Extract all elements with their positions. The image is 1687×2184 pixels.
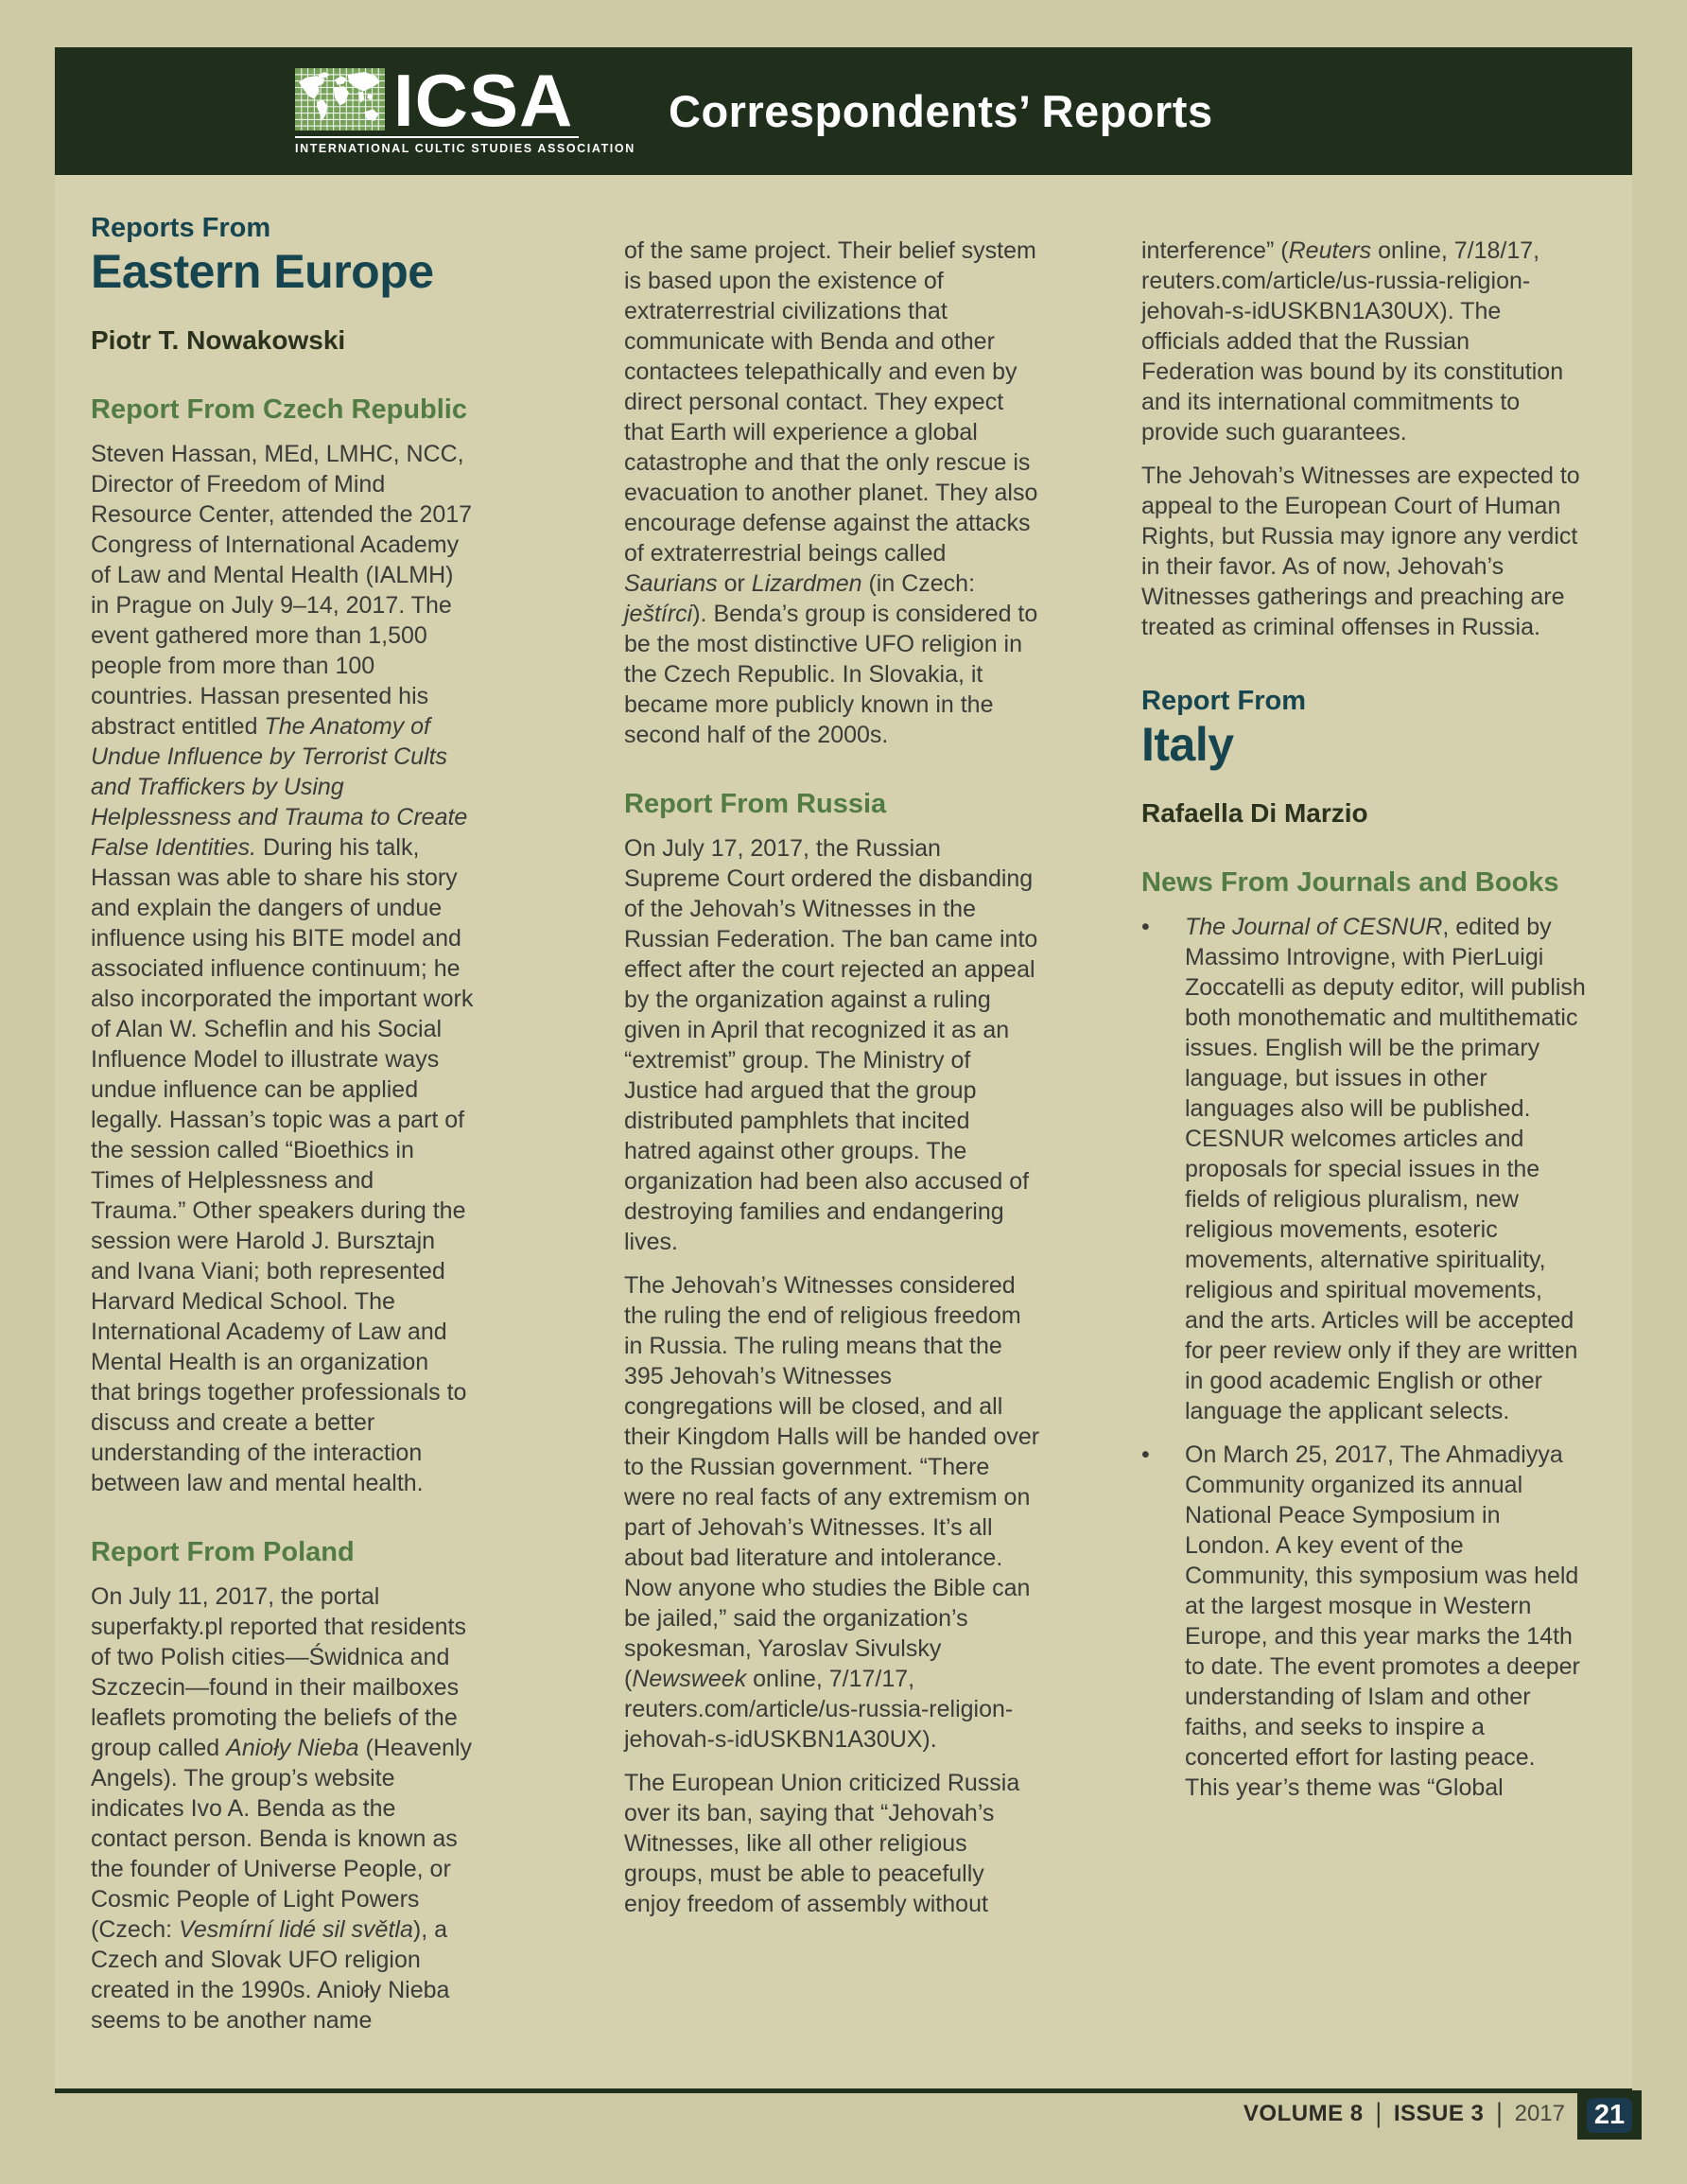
- footer-separator: |: [1496, 2098, 1503, 2129]
- year-label: 2017: [1514, 2101, 1565, 2126]
- page: [55, 47, 1632, 2130]
- section-eyebrow: Reports From: [91, 213, 271, 243]
- paragraph: The Jehovah’s Witnesses considered the ruling the end of religious freedom in Russia. The ruling means that the 395 Jehovah’s Witnesses congregations will be closed, and all their Kingdom Halls will be handed over to the Russian government. “There were no real facts of any extremism on part of Jehovah’s Witnesses. It’s all about bad literature and intolerance. Now anyone who studies the Bible can be jailed,” said the organization’s spokesman, Yaroslav Sivulsky (Newsweek online, 7/17/17, reuters.com/article/us-russia-religion-jehovah-s-idUSKBN1A30UX).: [624, 1272, 1040, 1753]
- icsa-logo-top: [295, 58, 579, 142]
- bullet-item: [1141, 1440, 1586, 1803]
- section-heading: Report From Russia: [624, 789, 887, 819]
- report-header: [55, 47, 1632, 175]
- paragraph: The European Union criticized Russia over its ban, saying that “Jehovah’s Witnesses, like all other religious groups, must be able to peacefully enjoy freedom of assembly without: [624, 1770, 1020, 1917]
- region-title: Eastern Europe: [91, 245, 434, 298]
- paragraph: On July 17, 2017, the Russian Supreme Court ordered the disbanding of the Jehovah’s Witnesses in the Russian Federation. The ban came into effect after the court rejected an appeal by the organization against a ruling given in April that recognized it as an “extremist” group. The Ministry of Justice had argued that the group distributed pamphlets that incited hatred against other groups. The organization had been also accused of destroying families and endangering lives.: [624, 835, 1038, 1255]
- section-heading: News From Journals and Books: [1141, 867, 1559, 898]
- bullet-item: [1141, 912, 1586, 1426]
- text-column: [1141, 175, 1586, 2088]
- text-column: [91, 175, 474, 2088]
- globe-grid-icon: [295, 68, 385, 131]
- paragraph: The Jehovah’s Witnesses are expected to appeal to the European Court of Human Rights, but Russia may ignore any verdict in their favor. As of now, Jehovah’s Witnesses gatherings and preaching are treated as criminal offenses in Russia.: [1141, 463, 1580, 640]
- logo-subtitle: INTERNATIONAL CULTIC STUDIES ASSOCIATION: [295, 136, 579, 155]
- paragraph: On July 11, 2017, the portal superfakty.pl reported that residents of two Polish cities—Świdnica and Szczecin—found in their mailboxes leaflets promoting the beliefs of the group called Anioły Nieba (Heavenly Angels). The group’s website indicates Ivo A. Benda as the contact person. Benda is known as the founder of Universe People, or Cosmic People of Light Powers (Czech: Vesmírní lidé sil světla), a Czech and Slovak UFO religion created in the 1990s. Anioły Nieba seems to be another name: [91, 1583, 473, 2034]
- logo-acronym: ICSA: [393, 58, 574, 142]
- bullet-icon: •: [1141, 914, 1150, 940]
- icsa-logo: [295, 58, 635, 155]
- page-title: Correspondents’ Reports: [669, 86, 1213, 136]
- text-column: [624, 175, 1040, 2088]
- bullet-text: The Journal of CESNUR, edited by Massimo Introvigne, with PierLuigi Zoccatelli as deputy editor, will publish both monothematic and multithematic issues. English will be the primary language, but issues in other languages also will be published. CESNUR welcomes articles and proposals for special issues in the fields of religious pluralism, new religious movements, esoteric movements, alternative spirituality, religious and spiritual movements, and the arts. Articles will be accepted for peer review only if they are written in good academic English or other language the applicant selects.: [1185, 914, 1586, 1424]
- page-footer: [1244, 2090, 1565, 2138]
- region-title: Italy: [1141, 718, 1234, 771]
- section-heading: Report From Poland: [91, 1537, 355, 1567]
- author-name: Piotr T. Nowakowski: [91, 325, 346, 355]
- paragraph: of the same project. Their belief system is based upon the existence of extraterrestrial civilizations that communicate with Benda and other contactees telepathically and even by direct personal contact. They expect that Earth will experience a global catastrophe and that the only rescue is evacuation to another planet. They also encourage defense against the attacks of extraterrestrial beings called Saurians or Lizardmen (in Czech: ještírci). Benda’s group is considered to be the most distinctive UFO religion in the Czech Republic. In Slovakia, it became more publicly known in the second half of the 2000s.: [624, 237, 1038, 748]
- footer-separator: |: [1375, 2098, 1382, 2129]
- volume-label: VOLUME 8: [1243, 2101, 1364, 2126]
- author-name: Rafaella Di Marzio: [1141, 798, 1368, 828]
- article-content: [55, 175, 1632, 2088]
- issue-label: ISSUE 3: [1393, 2101, 1485, 2126]
- section-eyebrow: Report From: [1141, 686, 1306, 716]
- section-heading: Report From Czech Republic: [91, 394, 467, 425]
- paragraph: interference” (Reuters online, 7/18/17, reuters.com/article/us-russia-religion-jehovah-s-idUSKBN1A30UX). The officials added that the Russian Federation was bound by its constitution and its international commitments to provide such guarantees.: [1141, 237, 1564, 446]
- bullet-icon: •: [1141, 1441, 1150, 1468]
- bullet-text: On March 25, 2017, The Ahmadiyya Community organized its annual National Peace Symposium in London. A key event of the Community, this symposium was held at the largest mosque in Western Europe, and this year marks the 14th to date. The event promotes a deeper understanding of Islam and other faiths, and seeks to inspire a concerted effort for lasting peace. This year’s theme was “Global: [1185, 1441, 1580, 1801]
- page-number-badge: [1577, 2090, 1642, 2140]
- paragraph: Steven Hassan, MEd, LMHC, NCC, Director of Freedom of Mind Resource Center, attended the 2017 Congress of International Academy of Law and Mental Health (IALMH) in Prague on July 9–14, 2017. The event gathered more than 1,500 people from more than 100 countries. Hassan presented his abstract entitled The Anatomy of Undue Influence by Terrorist Cults and Traffickers by Using Helplessness and Trauma to Create False Identities. During his talk, Hassan was able to share his story and explain the dangers of undue influence using his BITE model and associated influence continuum; he also incorporated the important work of Alan W. Scheflin and his Social Influence Model to illustrate ways undue influence can be applied legally. Hassan’s topic was a part of the session called “Bioethics in Times of Helplessness and Trauma.” Other speakers during the session were Harold J. Bursztajn and Ivana Viani; both represented Harvard Medical School. The International Academy of Law and Mental Health is an organization that brings together professionals to discuss and create a better understanding of the interaction between law and mental health.: [91, 441, 474, 1496]
- page-number: 21: [1587, 2098, 1632, 2133]
